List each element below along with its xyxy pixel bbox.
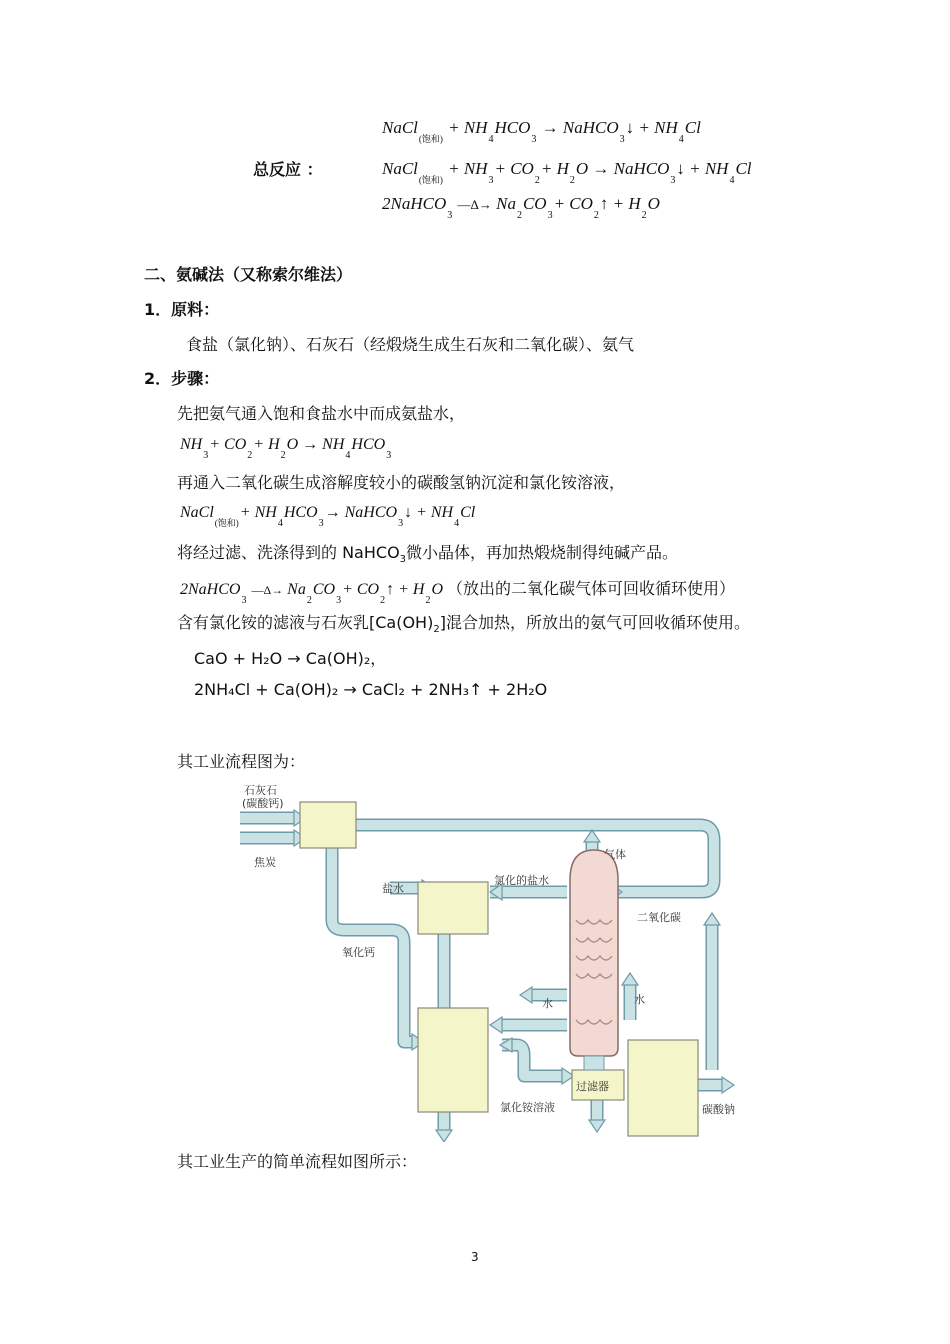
arrow-gas-out <box>584 830 600 842</box>
arrow-water-in <box>520 987 532 1003</box>
label-na2co3: 碳酸钠 <box>702 1103 735 1116</box>
step-4-text: 含有氯化铵的滤液与石灰乳$[Ca(OH)_2]$混合加热，所放出的氨气可回收循环使用。 <box>177 613 750 636</box>
step-3-text: 将经过滤、洗涤得到的 NaHCO$_3$微小晶体，再加热煅烧制得纯碱产品。 <box>177 543 679 566</box>
arrow-product <box>722 1077 734 1093</box>
label-cao: 氧化钙 <box>342 946 375 959</box>
label-ammonia-brine: 氯化的盐水 <box>494 874 549 887</box>
flow-intro-text: 其工业流程图为： <box>177 752 306 771</box>
process-flow-diagram <box>232 780 755 1142</box>
equation-total-2: NaCl$_{(饱和)}$ + $NH_3+ CO_2+ H_2O$ → NaHCO$_3$↓ + $NH_4Cl$ <box>382 159 752 186</box>
kiln-box <box>300 802 356 848</box>
section-title: 二、氨碱法（又称索尔维法） <box>144 265 353 284</box>
process-flow-svg <box>232 780 755 1142</box>
label-brine: 盐水 <box>382 882 404 895</box>
arrow-co2-up <box>704 913 720 925</box>
arrow-down-filter <box>589 1120 605 1132</box>
equation-e: 2NH₄Cl + Ca(OH)₂ → CaCl₂ + 2NH₃↑ + 2H₂O <box>194 680 548 699</box>
step-2-text: 再通入二氧化碳生成溶解度较小的碳酸氢钠沉淀和氯化铵溶液， <box>177 473 626 492</box>
equation-d: CaO + H₂O → Ca(OH)₂， <box>194 649 387 668</box>
simple-flow-text: 其工业生产的简单流程如图所示： <box>177 1152 418 1171</box>
total-reaction-label: 总反应 ： <box>253 160 323 179</box>
label-co2: 二氧化碳 <box>637 911 681 924</box>
calciner-box <box>628 1040 698 1136</box>
equation-c-note: （放出的二氧化碳气体可回收循环使用） <box>447 579 736 598</box>
heading-steps: 2．步骤： <box>144 369 220 388</box>
equation-b: NaCl$_{(饱和)}$+ $NH_4HCO_3\to$ NaHCO$_3$↓ + $NH_4Cl$ <box>180 504 476 529</box>
arrow-from-tower <box>490 1017 502 1033</box>
label-limestone-2: (碳酸钙) <box>242 797 284 810</box>
label-filter: 过滤器 <box>576 1080 609 1093</box>
carbonation-tower <box>570 850 618 1070</box>
equation-c-line: 2NaHCO$_3$ —Δ→ $Na_2CO_3+$ $CO_2↑ + H_2O$ （放出的二氧化碳气体可回收循环使用） <box>180 579 736 606</box>
ammonia-recovery-box <box>418 1008 488 1112</box>
equation-total-3: 2NaHCO$_3$ —Δ→ $Na_2CO_3+$ $CO_2↑ + H_2O$ <box>382 194 660 221</box>
label-coke: 焦炭 <box>254 856 276 869</box>
label-water-2: 水 <box>634 993 645 1006</box>
arrow-water-out <box>622 973 638 985</box>
label-gas: 气体 <box>604 848 626 861</box>
equation-total-1: NaCl$_{(饱和)}$ + $NH_4HCO_3$ → NaHCO$_3$↓ + $NH_4Cl$ <box>382 118 701 145</box>
equation-a: $NH_3+ CO_2+ H_2O \to NH_4HCO_3$ <box>180 436 392 461</box>
heading-raw-materials: 1．原料： <box>144 300 220 319</box>
arrow-down-cacl2 <box>436 1130 452 1142</box>
label-limestone: 石灰石 <box>244 784 277 797</box>
label-nh4cl: 氯化铵溶液 <box>500 1101 555 1114</box>
ammonia-absorber-box <box>418 882 488 934</box>
process-boxes <box>300 802 698 1136</box>
step-1-text: 先把氨气通入饱和食盐水中而成氨盐水， <box>177 404 466 423</box>
raw-materials-text: 食盐（氯化钠）、石灰石（经煅烧生成生石灰和二氧化碳）、氨气 <box>186 335 635 354</box>
label-water-1: 水 <box>542 997 553 1010</box>
page-number: 3 <box>471 1250 479 1264</box>
